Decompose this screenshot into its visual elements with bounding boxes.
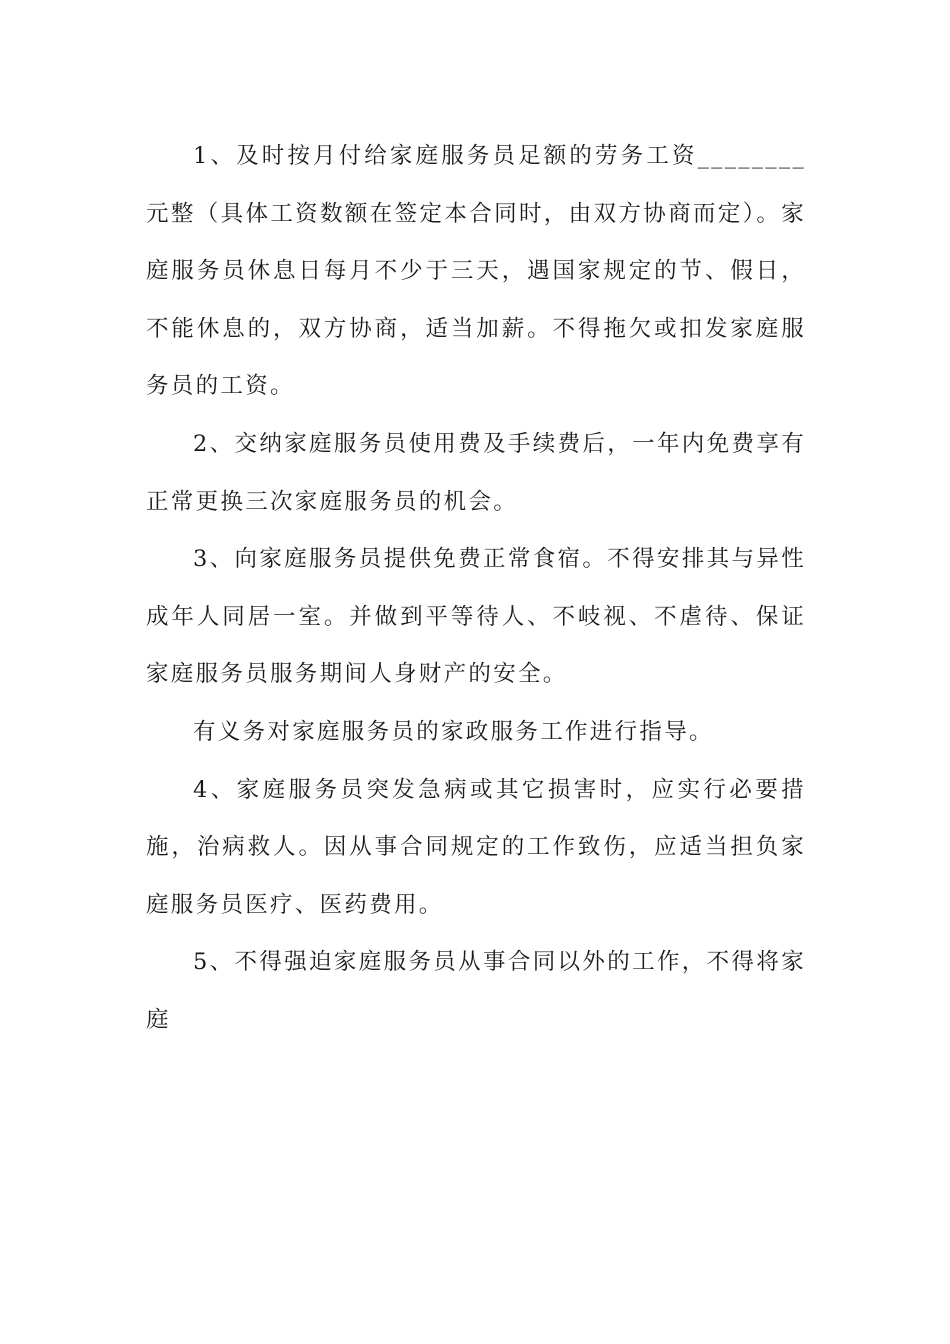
paragraph-room-board-terms: 3、向家庭服务员提供免费正常食宿。不得安排其与异性成年人同居一室。并做到平等待人、不岐视、不虐待、保证家庭服务员服务期间人身财产的安全。 <box>146 546 806 688</box>
paragraph-work-scope-terms: 5、不得强迫家庭服务员从事合同以外的工作，不得将家庭 <box>146 949 806 1033</box>
paragraph-wage-terms: 1、及时按月付给家庭服务员足额的劳务工资________元整（具体工资数额在签定本合同时，由双方协商而定）。家庭服务员休息日每月不少于三天，遇国家规定的节、假日，不能休息的，双方协商，适当加薪。不得拖欠或扣发家庭服务员的工资。 <box>146 143 806 400</box>
paragraph-illness-terms: 4、家庭服务员突发急病或其它损害时，应实行必要措施，治病救人。因从事合同规定的工作致伤，应适当担负家庭服务员医疗、医药费用。 <box>146 776 806 918</box>
paragraph-replacement-terms: 2、交纳家庭服务员使用费及手续费后，一年内免费享有正常更换三次家庭服务员的机会。 <box>146 430 806 515</box>
paragraph-guidance-duty: 有义务对家庭服务员的家政服务工作进行指导。 <box>193 718 714 745</box>
document-page <box>146 128 806 1050</box>
